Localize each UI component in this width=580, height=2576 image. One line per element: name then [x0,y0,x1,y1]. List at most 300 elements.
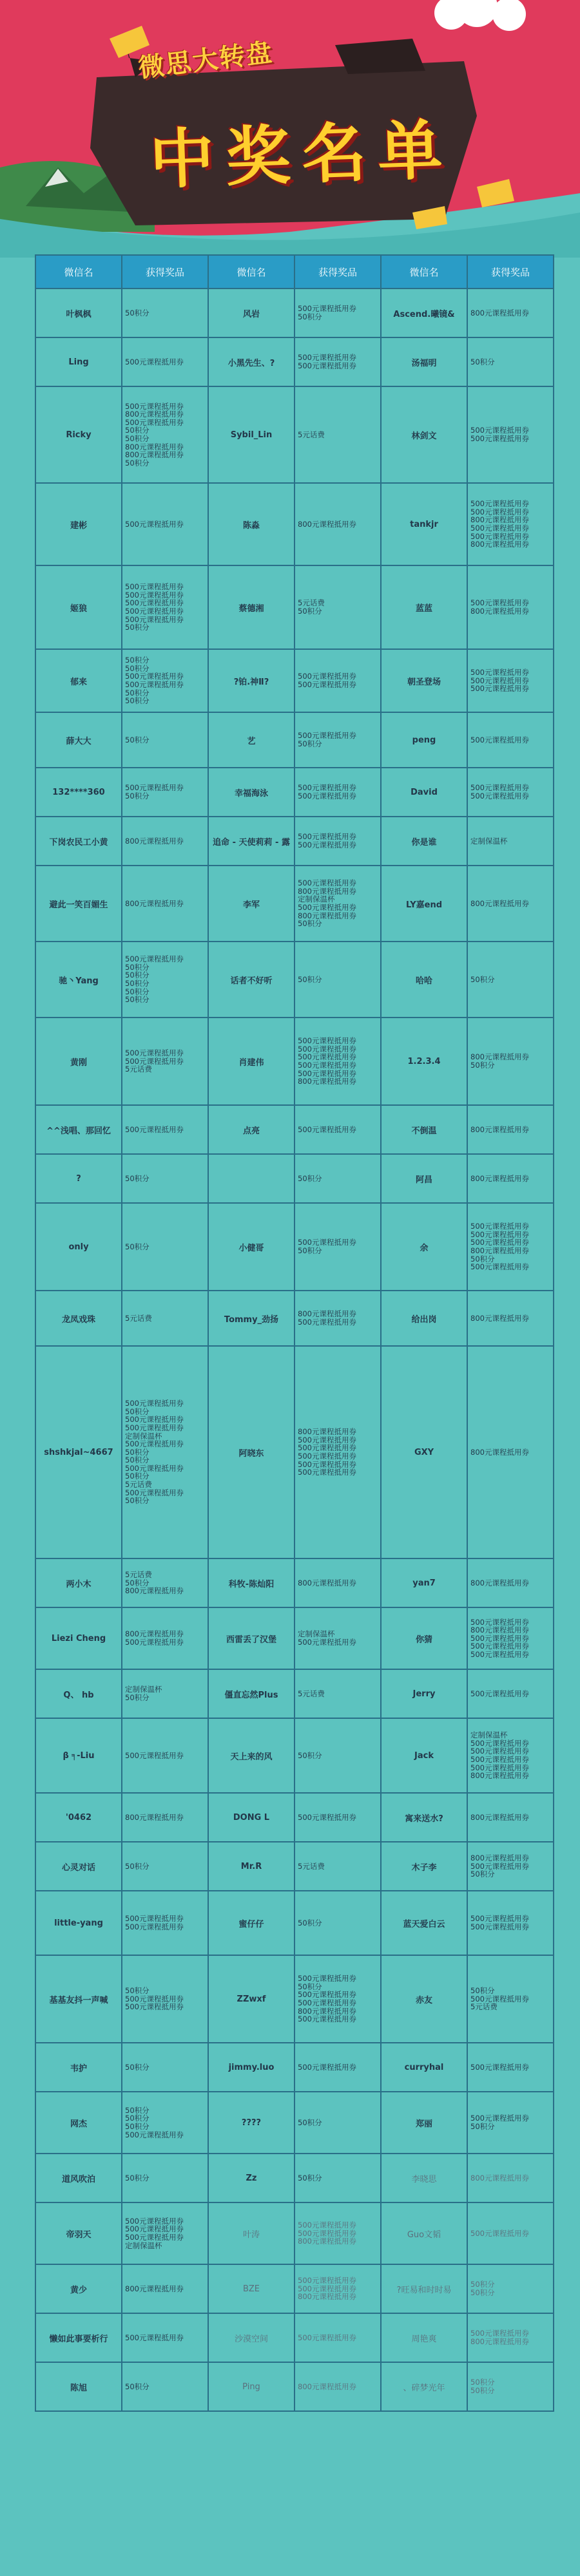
prize-item: 500元课程抵用券 [125,418,184,427]
prize-list [467,1891,554,1955]
prize-list [467,2154,554,2202]
prize-list [467,386,554,483]
prize-item: 50积分 [298,313,322,321]
prize-list [122,1669,208,1718]
prize-item: 500元课程抵用券 [298,2063,356,2072]
table-row [35,1955,554,2043]
prize-item: 800元课程抵用券 [298,1578,356,1587]
prize-item: 800元课程抵用券 [298,1310,356,1318]
prize-list [295,942,381,1018]
table-row [35,1105,554,1154]
winner-name: 小黑先生、? [208,337,295,386]
winner-name: 李军 [208,866,295,942]
prize-item: 50积分 [125,2174,150,2183]
prize-item: 500元课程抵用券 [298,1999,356,2007]
winner-name: 赤友 [381,1955,467,2043]
prize-item: 500元课程抵用券 [470,1634,529,1643]
prize-item: 500元课程抵用券 [470,1915,529,1923]
table-row [35,1718,554,1793]
prize-list [467,1105,554,1154]
prize-item: 500元课程抵用券 [298,1238,356,1247]
winner-name: β ╕-Liu [35,1718,122,1793]
prize-item: 500元课程抵用券 [298,305,356,313]
prize-list [295,649,381,712]
prize-list [467,1669,554,1718]
prize-item: 800元课程抵用券 [298,2237,356,2246]
prize-list [467,565,554,649]
prize-item: 50积分 [470,2280,495,2289]
table-row [35,1891,554,1955]
prize-item: 50积分 [470,1255,495,1264]
prize-list [122,2202,208,2264]
winner-name: ?铂.神Ⅱ? [208,649,295,712]
prize-item: 500元课程抵用券 [125,1423,184,1432]
winner-name: David [381,768,467,817]
prize-item: 500元课程抵用券 [298,2015,356,2023]
winner-name: Liezi Cheng [35,1607,122,1669]
prize-item: 500元课程抵用券 [298,1069,356,1078]
prize-item: 500元课程抵用券 [470,2229,529,2238]
winner-name: DONG L [208,1793,295,1842]
winner-name: 寓来送水? [381,1793,467,1842]
winner-name: ^^浅唱、那回忆 [35,1105,122,1154]
prize-item: 500元课程抵用券 [298,2229,356,2238]
winner-name: BZE [208,2264,295,2313]
prize-item: 800元课程抵用券 [470,1247,529,1255]
prize-item: 50积分 [125,435,150,443]
prize-item: 500元课程抵用券 [125,1125,184,1134]
prize-list [122,866,208,942]
prize-item: 500元课程抵用券 [125,520,184,529]
prize-item: 500元课程抵用券 [470,507,529,516]
prize-item: 50积分 [125,980,150,988]
prize-item: 800元课程抵用券 [470,1578,529,1587]
prize-item: 800元课程抵用券 [298,911,356,920]
prize-item: 50积分 [125,1242,150,1251]
prize-item: 50积分 [125,1456,150,1464]
winner-name: 郑丽 [381,2092,467,2154]
prize-item: 500元课程抵用券 [470,2329,529,2338]
winner-name: shshkjal~4667 [35,1346,122,1558]
winner-name: 阿昌 [381,1154,467,1203]
prize-item: 800元课程抵用券 [470,308,529,317]
prize-list [122,289,208,337]
prize-list [467,1018,554,1105]
prize-list [295,2264,381,2313]
prize-list [467,1718,554,1793]
prize-item: 500元课程抵用券 [298,1045,356,1054]
prize-item: 500元课程抵用券 [298,1460,356,1469]
winner-name: 1.2.3.4 [381,1018,467,1105]
table-header-row [35,255,554,289]
prize-list [122,386,208,483]
prize-item: 500元课程抵用券 [125,955,184,963]
prize-item: 500元课程抵用券 [298,672,356,681]
prize-list [467,1154,554,1203]
prize-list [295,386,381,483]
table-row [35,2264,554,2313]
prize-item: 800元课程抵用券 [470,1772,529,1780]
table-row [35,942,554,1018]
winner-name: 话者不好听 [208,942,295,1018]
prize-list [467,712,554,768]
prize-list [467,2264,554,2313]
prize-item: 800元课程抵用券 [125,410,184,419]
prize-item: 500元课程抵用券 [470,784,529,792]
winner-name: 不倒温 [381,1105,467,1154]
prize-list [295,565,381,649]
prize-list [467,2092,554,2154]
table-row [35,2202,554,2264]
prize-item: 500元课程抵用券 [470,1618,529,1627]
prize-list [122,337,208,386]
prize-item: 50积分 [125,2114,150,2123]
prize-list [122,2154,208,2202]
prize-item: 50积分 [125,1578,150,1587]
table-row [35,289,554,337]
prize-item: 800元课程抵用券 [470,1626,529,1634]
table-row [35,565,554,649]
winner-name: 懒如此事要析行 [35,2313,122,2362]
prize-list [295,1018,381,1105]
table-row [35,2362,554,2411]
winner-name: LY嘉end [381,866,467,942]
prize-list [295,2202,381,2264]
winner-name: 天上来的风 [208,1718,295,1793]
prize-item: 800元课程抵用券 [470,1125,529,1134]
prize-item: 500元课程抵用券 [470,524,529,533]
prize-list [467,942,554,1018]
prize-item: 50积分 [125,697,150,705]
prize-item: 500元课程抵用券 [470,1650,529,1659]
column-header: 微信名 [381,255,467,289]
prize-list [295,2043,381,2092]
prize-item: 500元课程抵用券 [470,735,529,744]
prize-list [122,2043,208,2092]
table-row [35,1558,554,1607]
winner-name: 郁来 [35,649,122,712]
prize-list [295,1891,381,1955]
prize-item: 500元课程抵用券 [470,1923,529,1931]
prize-item: 800元课程抵用券 [470,899,529,908]
prize-item: 800元课程抵用券 [470,516,529,524]
sub-title: 微思大转盘 [137,37,275,84]
winner-name: 周艳爽 [381,2313,467,2362]
winner-name: 蓝蓝 [381,565,467,649]
prize-list [122,1291,208,1346]
prize-list [122,2313,208,2362]
prize-list [295,2313,381,2362]
prize-item: 800元课程抵用券 [125,2284,184,2293]
prize-item: 800元课程抵用券 [125,442,184,451]
prize-item: 50积分 [125,664,150,673]
prize-item: 500元课程抵用券 [125,784,184,792]
prize-item: 500元课程抵用券 [298,1053,356,1061]
table-row [35,386,554,483]
column-header: 获得奖品 [295,255,381,289]
winner-name: ?旺易和时时易 [381,2264,467,2313]
prize-item: 50积分 [125,688,150,697]
prize-item: 500元课程抵用券 [470,1763,529,1772]
prize-item: 50积分 [125,623,150,632]
prize-item: 500元课程抵用券 [470,1230,529,1239]
prize-list [295,1842,381,1891]
prize-item: 定制保温杯 [298,1630,335,1638]
prize-list [467,817,554,866]
prize-item: 500元课程抵用券 [298,784,356,792]
prize-list [295,2154,381,2202]
prize-item: 500元课程抵用券 [470,1747,529,1756]
prize-item: 500元课程抵用券 [298,2221,356,2230]
prize-item: 500元课程抵用券 [125,599,184,607]
winner-name: 风岩 [208,289,295,337]
prize-list [295,817,381,866]
prize-list [467,1793,554,1842]
prize-item: 50积分 [470,2378,495,2387]
prize-item: 500元课程抵用券 [470,1994,529,2003]
winner-name: 西雷丢了汉堡 [208,1607,295,1669]
prize-item: 500元课程抵用券 [470,2114,529,2123]
prize-list [295,1346,381,1558]
prize-list [295,2362,381,2411]
prize-list [122,712,208,768]
winner-name: Mr.R [208,1842,295,1891]
prize-list [295,1291,381,1346]
prize-list [122,1105,208,1154]
header-banner [0,0,580,258]
winner-name: Ling [35,337,122,386]
prize-item: 500元课程抵用券 [470,2063,529,2072]
winner-name: Ascend.曦镜& [381,289,467,337]
prize-list [467,1842,554,1891]
prize-list [122,1607,208,1669]
prize-item: 500元课程抵用券 [470,426,529,435]
prize-list [467,337,554,386]
prize-item: 50积分 [125,1862,150,1871]
winner-name: 叶枫枫 [35,289,122,337]
winner-name: 黄少 [35,2264,122,2313]
prize-item: 500元课程抵用券 [125,615,184,624]
prize-item: 500元课程抵用券 [298,1125,356,1134]
winner-name: Ricky [35,386,122,483]
prize-item: 50积分 [125,426,150,435]
prize-item: 500元课程抵用券 [470,676,529,685]
prize-list [295,1607,381,1669]
prize-list [467,2362,554,2411]
prize-list [467,2043,554,2092]
winner-name: 哈哈 [381,942,467,1018]
prize-item: 500元课程抵用券 [125,1994,184,2003]
winner-name: 阿晓东 [208,1346,295,1558]
winner-name: 帝羽天 [35,2202,122,2264]
winner-table [35,254,554,2412]
winner-name: '0462 [35,1793,122,1842]
prize-item: 500元课程抵用券 [125,2225,184,2233]
prize-list [467,768,554,817]
prize-item: 800元课程抵用券 [125,837,184,846]
prize-item: 500元课程抵用券 [298,833,356,841]
prize-item: 500元课程抵用券 [298,2277,356,2285]
prize-item: 800元课程抵用券 [470,540,529,549]
prize-item: 500元课程抵用券 [298,1975,356,1983]
winner-name: 幸福海泳 [208,768,295,817]
prize-item: 500元课程抵用券 [298,792,356,800]
prize-item: 500元课程抵用券 [125,1057,184,1066]
winner-name: 点亮 [208,1105,295,1154]
prize-item: 800元课程抵用券 [470,1854,529,1862]
prize-item: 定制保温杯 [125,2241,162,2250]
prize-list [295,1203,381,1291]
winner-name: 叶涛 [208,2202,295,2264]
winner-name: GXY [381,1346,467,1558]
prize-item: 500元课程抵用券 [125,1751,184,1760]
prize-item: 500元课程抵用券 [298,1468,356,1477]
winner-name: Tommy_劲扬 [208,1291,295,1346]
prize-item: 500元课程抵用券 [470,1263,529,1271]
prize-list [122,1346,208,1558]
table-row [35,1018,554,1105]
prize-item: 500元课程抵用券 [470,1862,529,1871]
prize-list [467,649,554,712]
prize-list [122,1891,208,1955]
winner-name: 网杰 [35,2092,122,2154]
winner-name: 蜜仔仔 [208,1891,295,1955]
prize-list [122,1203,208,1291]
winner-name: 艺 [208,712,295,768]
table-row [35,866,554,942]
winner-name: Sybil_Lin [208,386,295,483]
prize-item: 800元课程抵用券 [470,1174,529,1183]
prize-item: 500元课程抵用券 [470,668,529,677]
table-row [35,1291,554,1346]
table-row [35,337,554,386]
prize-item: 500元课程抵用券 [470,685,529,693]
prize-list [467,1346,554,1558]
prize-item: 5元话费 [298,430,325,439]
prize-item: 800元课程抵用券 [298,887,356,896]
prize-list [295,1154,381,1203]
prize-item: 500元课程抵用券 [298,681,356,689]
prize-item: 800元课程抵用券 [298,1077,356,1086]
prize-item: 50积分 [298,1918,322,1927]
prize-item: 定制保温杯 [298,895,335,904]
prize-list [122,1018,208,1105]
table-row [35,2313,554,2362]
prize-item: 50积分 [470,2387,495,2395]
prize-item: 500元课程抵用券 [125,1915,184,1923]
winner-name: peng [381,712,467,768]
prize-item: 500元课程抵用券 [298,1318,356,1327]
prize-item: 50积分 [125,1448,150,1457]
table-row [35,2043,554,2092]
prize-list [295,289,381,337]
winner-name: yan7 [381,1558,467,1607]
winner-name: 林剑文 [381,386,467,483]
prize-item: 50积分 [125,2123,150,2131]
winner-name: 余 [381,1203,467,1291]
prize-item: 500元课程抵用券 [125,1440,184,1448]
prize-list [295,483,381,565]
prize-list [122,942,208,1018]
prize-item: 50积分 [470,2123,495,2131]
winner-name: 朝圣登场 [381,649,467,712]
prize-item: 500元课程抵用券 [125,2233,184,2242]
winner-name: 科牧-陈灿阳 [208,1558,295,1607]
prize-item: 500元课程抵用券 [470,1222,529,1231]
prize-list [122,565,208,649]
prize-item: 800元课程抵用券 [470,1813,529,1822]
winner-name: 心灵对话 [35,1842,122,1891]
prize-item: 500元课程抵用券 [298,841,356,849]
winner-name: ? [35,1154,122,1203]
winner-name: Guo文韬 [381,2202,467,2264]
winner-name: 木子李 [381,1842,467,1891]
prize-item: 500元课程抵用券 [125,583,184,591]
winner-name: 你是谁 [381,817,467,866]
prize-item: 500元课程抵用券 [470,792,529,800]
winner-name: 、碎梦光年 [381,2362,467,2411]
prize-item: 50积分 [125,2063,150,2072]
prize-item: 500元课程抵用券 [298,1061,356,1070]
prize-item: 5元话费 [470,2003,498,2011]
column-header: 获得奖品 [122,255,208,289]
prize-item: 50积分 [125,987,150,996]
prize-item: 50积分 [298,1751,322,1760]
prize-item: 500元课程抵用券 [470,1739,529,1748]
winner-name: Zz [208,2154,295,2202]
prize-item: 800元课程抵用券 [125,1813,184,1822]
prize-item: 500元课程抵用券 [125,1416,184,1424]
prize-item: 500元课程抵用券 [125,2333,184,2342]
winner-name: 李晓思 [381,2154,467,2202]
prize-item: 50积分 [125,1987,150,1995]
winner-name: 龙凤戏珠 [35,1291,122,1346]
winner-name: only [35,1203,122,1291]
prize-list [295,1793,381,1842]
prize-item: 50积分 [298,740,322,748]
winner-name: 基基友抖一声喊 [35,1955,122,2043]
column-header: 微信名 [208,255,295,289]
prize-item: 500元课程抵用券 [125,1399,184,1408]
prize-item: 500元课程抵用券 [470,1642,529,1651]
prize-list [122,2264,208,2313]
prize-item: 800元课程抵用券 [125,1587,184,1595]
prize-item: 500元课程抵用券 [298,732,356,740]
prize-item: 50积分 [125,735,150,744]
prize-list [122,1842,208,1891]
prize-item: 50积分 [125,792,150,800]
winner-name: 蔡德湘 [208,565,295,649]
prize-list [467,1291,554,1346]
table-row [35,1203,554,1291]
table-row [35,2154,554,2202]
prize-item: 5元话费 [125,1314,152,1323]
prize-item: 50积分 [470,357,495,366]
prize-item: 5元话费 [298,1862,325,1871]
prize-item: 800元课程抵用券 [125,451,184,459]
winner-name: 避此一笑百媚生 [35,866,122,942]
prize-item: 500元课程抵用券 [298,362,356,370]
prize-item: 50积分 [470,1061,495,1070]
winner-name: 蓝天爱白云 [381,1891,467,1955]
prize-list [295,337,381,386]
prize-list [122,2362,208,2411]
winner-name: Ping [208,2362,295,2411]
table-row [35,1842,554,1891]
prize-item: 50积分 [125,996,150,1004]
prize-item: 500元课程抵用券 [125,2003,184,2011]
prize-item: 500元课程抵用券 [125,2130,184,2139]
